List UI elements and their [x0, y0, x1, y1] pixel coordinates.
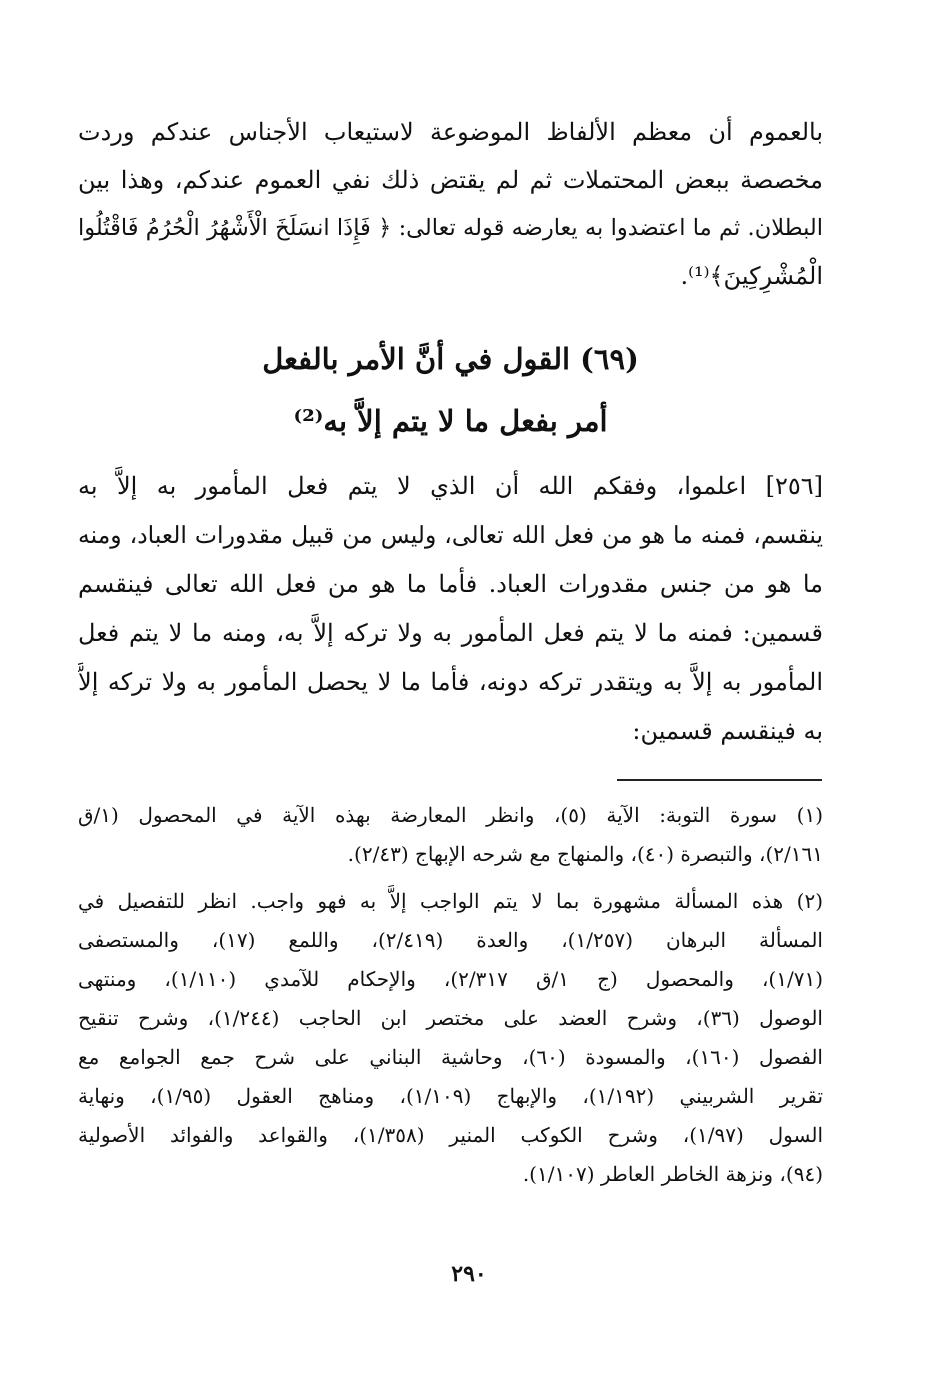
- footnote-line: الفصول (١٦٠)، والمسودة (٦٠)، وحاشية البناني على شرح جمع الجوامع مع: [78, 1045, 823, 1069]
- body-line: قسمين: فمنه ما لا يتم فعل المأمور به ولا تركه إلاَّ به، ومنه ما لا يتم فعل: [78, 619, 823, 647]
- footnote-line: الوصول (٣٦)، وشرح العضد على مختصر ابن الحاجب (١/٢٤٤)، وشرح تنقيح: [78, 1006, 823, 1030]
- body-paragraph: [78, 462, 823, 756]
- footnote-line: السول (١/٩٧)، وشرح الكوكب المنير (١/٣٥٨)، والقواعد والفوائد الأصولية: [78, 1123, 823, 1147]
- page-number: ٢٩٠: [451, 1261, 487, 1287]
- footnote-line: ٢/١٦١)، والتبصرة (٤٠)، والمنهاج مع شرحه الإبهاج (٢/٤٣).: [347, 842, 823, 866]
- body-line: به فينقسم قسمين:: [632, 717, 823, 745]
- footnote-line: (١/٧١)، والمحصول (ج ١/ق ٢/٣١٧)، والإحكام للآمدي (١/١١٠)، ومنتهى: [78, 967, 823, 991]
- footnote-1: [78, 796, 823, 874]
- body-line: [٢٥٦] اعلموا، وفقكم الله أن الذي لا يتم فعل المأمور به إلاَّ به: [78, 472, 823, 500]
- intro-line: بالعموم أن معظم الألفاظ الموضوعة لاستيعاب الأجناس عندكم وردت: [78, 118, 823, 146]
- footnotes: [78, 796, 823, 1194]
- footnote-line: (٢) هذه المسألة مشهورة بما لا يتم الواجب إلاَّ به فهو واجب. انظر للتفصيل في: [78, 889, 823, 913]
- section-subheading: أمر بفعل ما لا يتم إلاَّ به⁽²⁾: [293, 404, 608, 438]
- intro-line-quran-verse: البطلان. ثم ما اعتضدوا به يعارضه قوله تعالى: ﴿ فَإِذَا انسَلَخَ الْأَشْهُرُ الْحُرُمُ فَاقْتُلُوا: [78, 215, 823, 241]
- footnote-line: (١) سورة التوبة: الآية (٥)، وانظر المعارضة بهذه الآية في المحصول (١/ق: [78, 803, 823, 827]
- body-line: المأمور به إلاَّ به ويتقدر تركه دونه، فأما ما لا يحصل المأمور به ولا تركه إلاَّ: [78, 668, 823, 696]
- body-line: ينقسم، فمنه ما هو من فعل الله تعالى، وليس من قبيل مقدورات العباد، ومنه: [78, 521, 823, 549]
- section-heading: (٦٩) القول في أنَّ الأمر بالفعل: [262, 342, 639, 376]
- body-line: ما هو من جنس مقدورات العباد. فأما ما هو من فعل الله تعالى فينقسم: [78, 570, 823, 598]
- footnote-2: [78, 882, 823, 1194]
- intro-line: الْمُشْرِكِينَ﴾⁽¹⁾.: [680, 262, 823, 290]
- footnote-line: (٩٤)، ونزهة الخاطر العاطر (١/١٠٧).: [522, 1162, 823, 1186]
- footnote-line: المسألة البرهان (١/٢٥٧)، والعدة (٢/٤١٩)، واللمع (١٧)، والمستصفى: [78, 928, 823, 952]
- intro-line: مخصصة ببعض المحتملات ثم لم يقتض ذلك نفي العموم عندكم، وهذا بين: [78, 166, 823, 194]
- footnote-line: تقرير الشربيني (١/١٩٢)، والإبهاج (١/١٠٩)، ومناهج العقول (١/٩٥)، ونهاية: [78, 1084, 823, 1108]
- intro-paragraph: [78, 108, 823, 300]
- footnote-separator: [617, 779, 822, 781]
